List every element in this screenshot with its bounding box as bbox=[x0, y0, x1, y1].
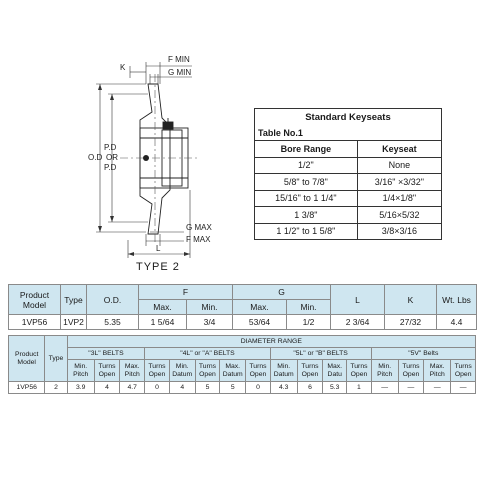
cell-value: 4.7 bbox=[120, 382, 145, 394]
table-row bbox=[9, 382, 476, 394]
header-f-max: Max. bbox=[139, 300, 187, 315]
header-f-min: Min. bbox=[187, 300, 233, 315]
header-f: F bbox=[139, 285, 233, 300]
label-od: O.D bbox=[88, 153, 103, 162]
cell-value: — bbox=[424, 382, 451, 394]
keyseat-header-row bbox=[255, 141, 442, 158]
label-f-max: F MAX bbox=[186, 235, 211, 244]
cell-l: 2 3/64 bbox=[331, 315, 385, 330]
header-product-model: Product Model bbox=[9, 285, 61, 315]
label-g-max: G MAX bbox=[186, 223, 212, 232]
table-row bbox=[255, 174, 442, 191]
header-k: K bbox=[385, 285, 437, 315]
header-type: Type bbox=[61, 285, 87, 315]
cell-value: 0 bbox=[145, 382, 169, 394]
sub-turns-open: Turns Open bbox=[246, 360, 270, 382]
cell-model: 1VP56 bbox=[9, 382, 45, 394]
bore-range-cell: 5/8" to 7/8" bbox=[255, 174, 358, 191]
cell-g-max: 53/64 bbox=[233, 315, 287, 330]
label-l: L bbox=[156, 244, 161, 253]
cell-k: 27/32 bbox=[385, 315, 437, 330]
label-k: K bbox=[120, 63, 126, 72]
sub-max-datum: Max. Datu bbox=[323, 360, 347, 382]
cell-value: 0 bbox=[246, 382, 270, 394]
sub-turns-open: Turns Open bbox=[94, 360, 119, 382]
cell-g-min: 1/2 bbox=[287, 315, 331, 330]
cell-value: 6 bbox=[297, 382, 322, 394]
header-wt: Wt. Lbs bbox=[437, 285, 477, 315]
sub-max-datum: Max. Datum bbox=[220, 360, 246, 382]
header-diameter-range: DIAMETER RANGE bbox=[67, 336, 475, 348]
keyway-mark bbox=[143, 155, 149, 161]
keyseat-cell: 3/8×3/16 bbox=[357, 223, 441, 240]
cell-od: 5.35 bbox=[87, 315, 139, 330]
keyseat-cell: 5/16×5/32 bbox=[357, 207, 441, 224]
keyseat-subtitle: Table No.1 bbox=[255, 126, 442, 141]
cell-f-min: 3/4 bbox=[187, 315, 233, 330]
cell-type: 1VP2 bbox=[61, 315, 87, 330]
sub-turns-open: Turns Open bbox=[297, 360, 322, 382]
header-product-model: Product Model bbox=[9, 336, 45, 382]
cell-value: 4 bbox=[94, 382, 119, 394]
sub-min-datum: Min. Datum bbox=[169, 360, 195, 382]
set-screw bbox=[163, 122, 173, 129]
sub-max-pitch: Max. Pitch bbox=[120, 360, 145, 382]
bore-range-cell: 1/2" bbox=[255, 157, 358, 174]
sub-turns-open: Turns Open bbox=[145, 360, 169, 382]
sub-turns-open: Turns Open bbox=[195, 360, 219, 382]
header-type: Type bbox=[45, 336, 67, 382]
header-g: G bbox=[233, 285, 331, 300]
dimension-spec-table bbox=[8, 284, 477, 330]
table-row bbox=[255, 190, 442, 207]
cell-value: 4.3 bbox=[270, 382, 297, 394]
cell-wt: 4.4 bbox=[437, 315, 477, 330]
bore-range-cell: 1 1/2" to 1 5/8" bbox=[255, 223, 358, 240]
keyseat-cell: 3/16" ×3/32" bbox=[357, 174, 441, 191]
header-3l-belts: "3L" BELTS bbox=[67, 348, 145, 360]
header-g-min: Min. bbox=[287, 300, 331, 315]
sub-turns-open: Turns Open bbox=[451, 360, 476, 382]
sub-max-pitch: Max. Pitch bbox=[424, 360, 451, 382]
header-4l-belts: "4L" or "A" BELTS bbox=[145, 348, 270, 360]
header-5l-belts: "5L" or "B" BELTS bbox=[270, 348, 371, 360]
sub-turns-open: Turns Open bbox=[347, 360, 371, 382]
cell-value: — bbox=[398, 382, 423, 394]
cell-value: 5 bbox=[220, 382, 246, 394]
cell-value: 1 bbox=[347, 382, 371, 394]
bore-range-cell: 15/16" to 1 1/4" bbox=[255, 190, 358, 207]
cell-value: 4 bbox=[169, 382, 195, 394]
cell-value: — bbox=[371, 382, 398, 394]
cell-type: 2 bbox=[45, 382, 67, 394]
table-row bbox=[255, 157, 442, 174]
table-row bbox=[9, 315, 477, 330]
cell-model: 1VP56 bbox=[9, 315, 61, 330]
type-label: TYPE 2 bbox=[136, 261, 180, 273]
header-od: O.D. bbox=[87, 285, 139, 315]
label-or: OR bbox=[106, 153, 118, 162]
bore-range-cell: 1 3/8" bbox=[255, 207, 358, 224]
header-bore-range: Bore Range bbox=[255, 141, 358, 158]
keyseat-cell: 1/4×1/8" bbox=[357, 190, 441, 207]
sub-min-pitch: Min. Pitch bbox=[67, 360, 94, 382]
cell-value: 3.9 bbox=[67, 382, 94, 394]
sub-min-datum: Min. Datum bbox=[270, 360, 297, 382]
header-keyseat: Keyseat bbox=[357, 141, 441, 158]
sub-min-pitch: Min. Pitch bbox=[371, 360, 398, 382]
keyseat-cell: None bbox=[357, 157, 441, 174]
label-f-min: F MIN bbox=[168, 55, 190, 64]
label-pd-upper: P.D bbox=[104, 143, 117, 152]
header-g-max: Max. bbox=[233, 300, 287, 315]
pulley-drawing bbox=[0, 0, 250, 260]
header-l: L bbox=[331, 285, 385, 315]
cell-value: — bbox=[451, 382, 476, 394]
keyseat-title: Standard Keyseats bbox=[255, 109, 442, 127]
cell-value: 5 bbox=[195, 382, 219, 394]
cell-f-max: 1 5/64 bbox=[139, 315, 187, 330]
cell-value: 5.3 bbox=[323, 382, 347, 394]
label-g-min: G MIN bbox=[168, 68, 192, 77]
header-5v-belts: "5V" Belts bbox=[371, 348, 475, 360]
table-row bbox=[255, 207, 442, 224]
table-row bbox=[255, 223, 442, 240]
keyseat-table bbox=[254, 108, 442, 240]
label-pd-lower: P.D bbox=[104, 163, 117, 172]
diameter-range-table bbox=[8, 335, 476, 394]
sub-turns-open: Turns Open bbox=[398, 360, 423, 382]
